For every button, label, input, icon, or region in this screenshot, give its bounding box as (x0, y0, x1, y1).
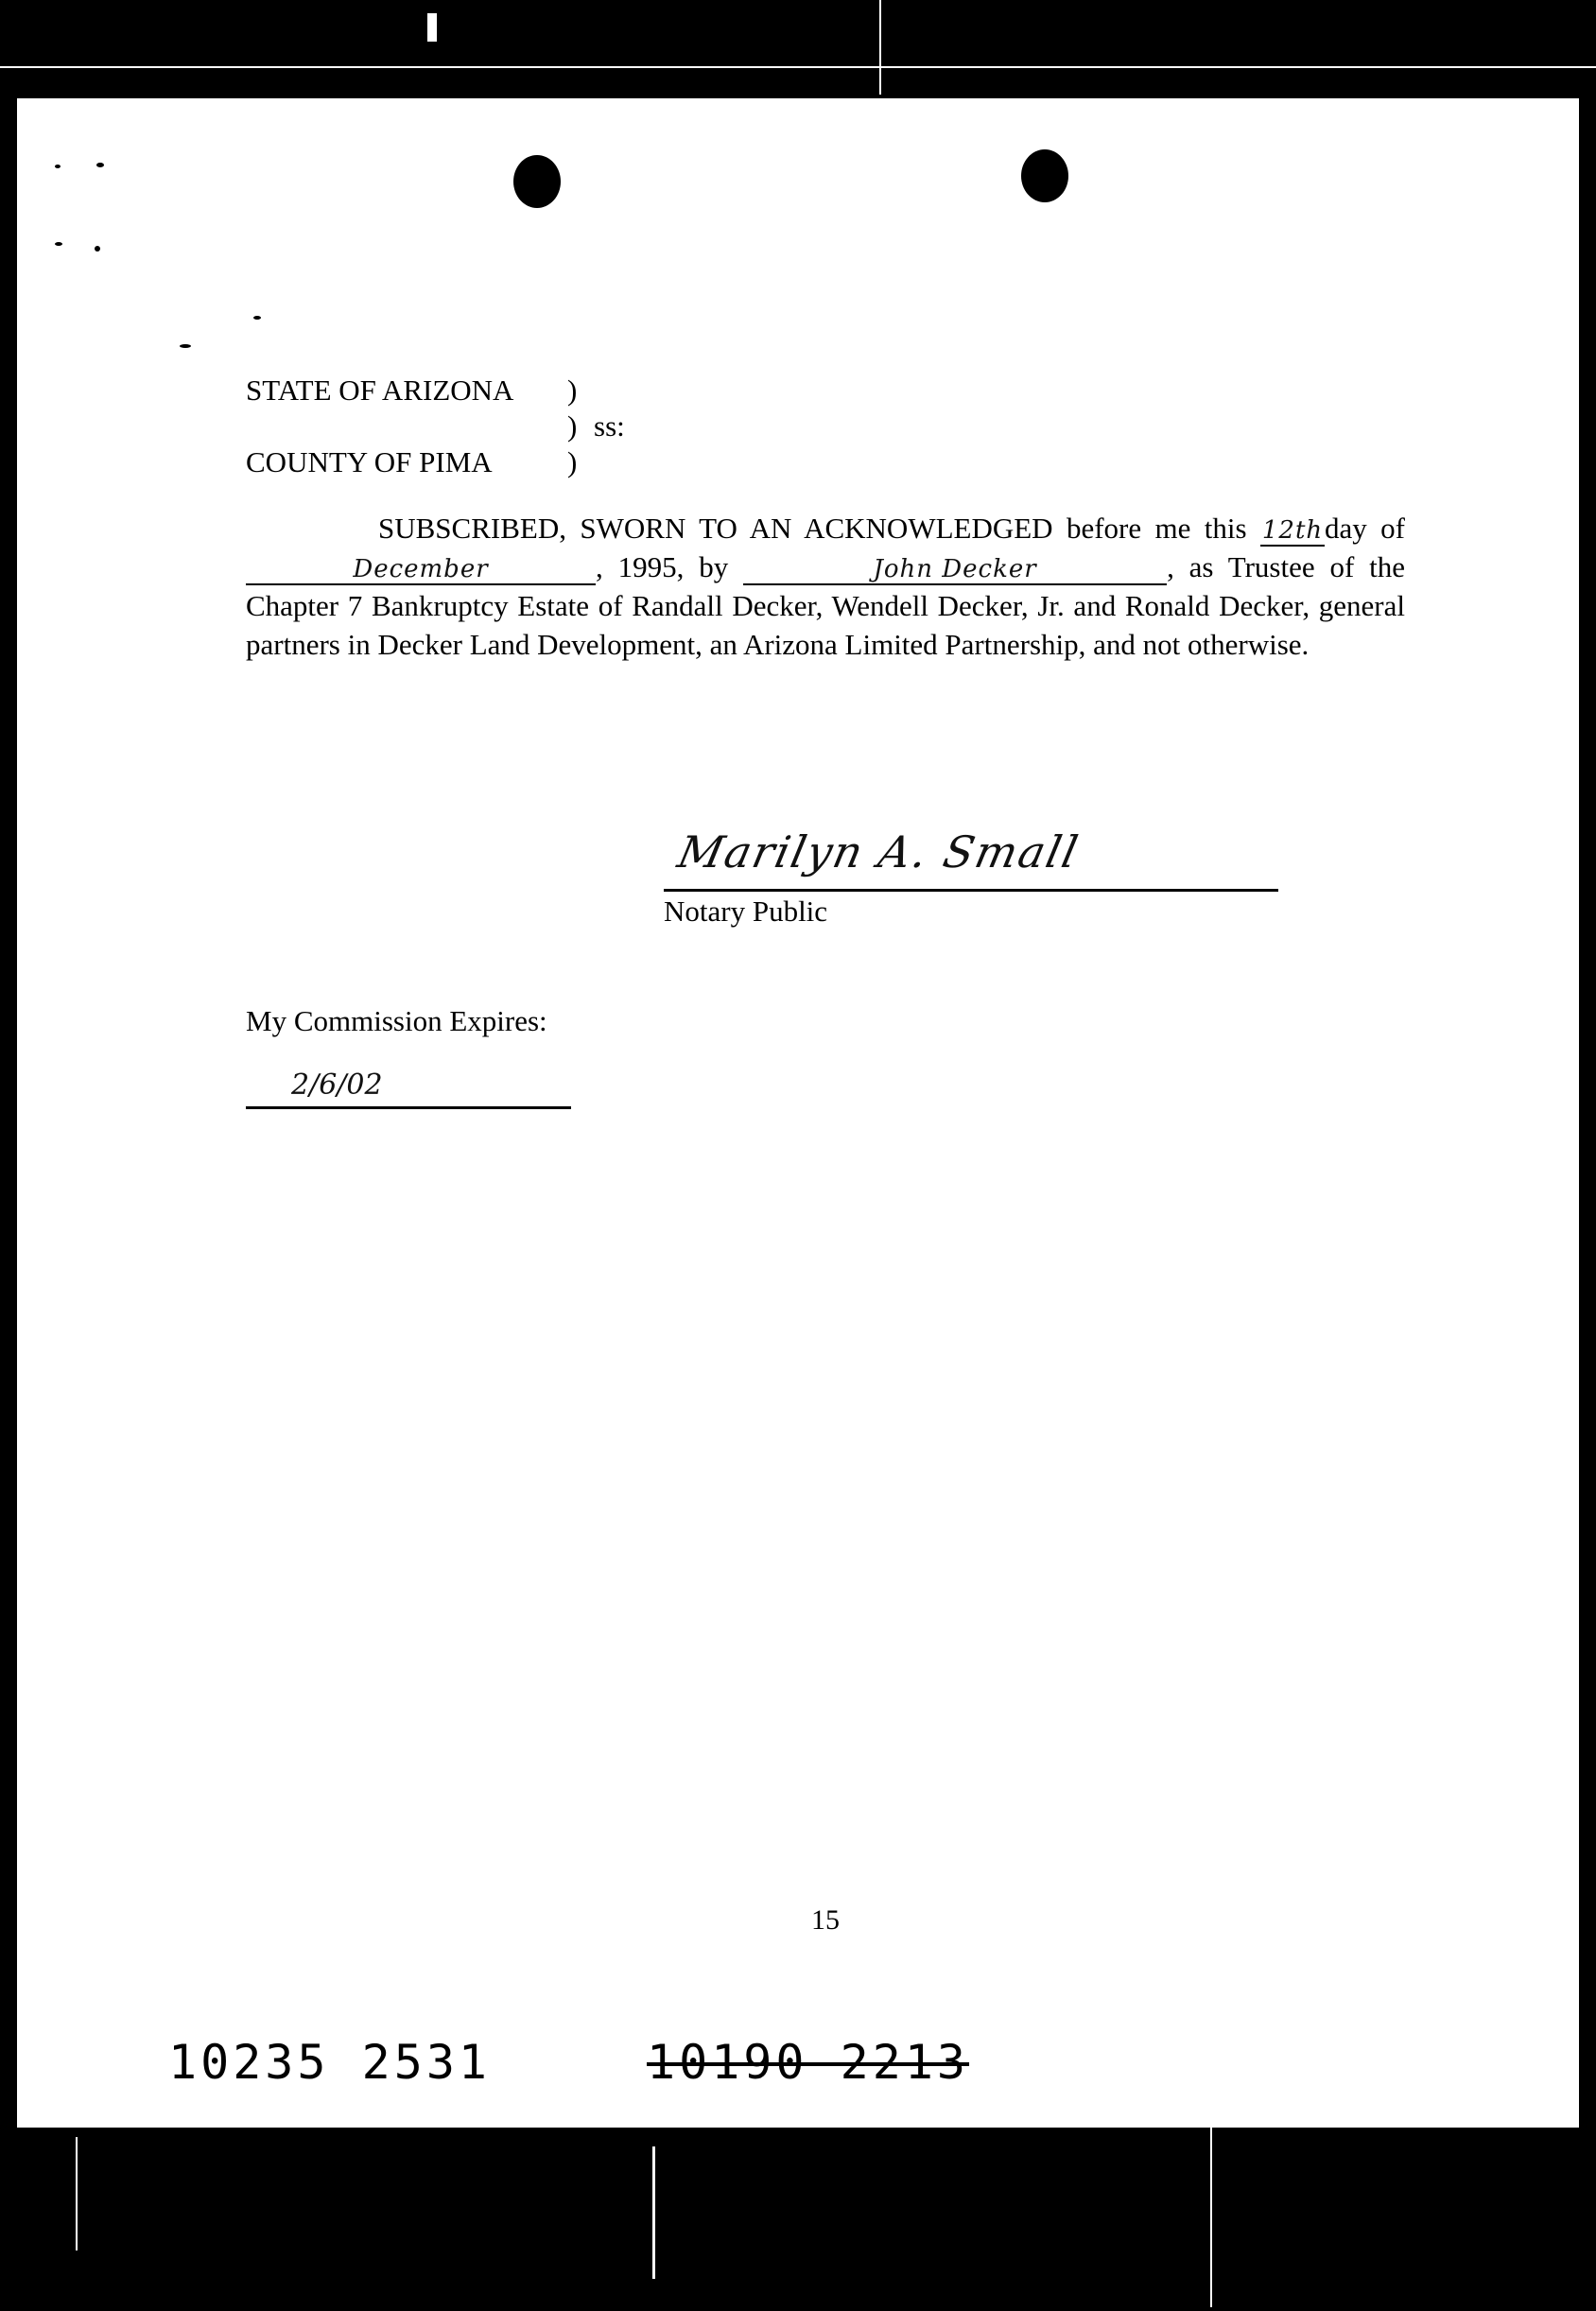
scan-artifact (879, 0, 881, 95)
venue-paren: ) (567, 409, 578, 443)
scan-speck (95, 246, 100, 252)
scan-speck (253, 316, 261, 320)
commission-expiry-line (246, 1106, 571, 1109)
commission-expires-label: My Commission Expires: (246, 1004, 547, 1037)
signature-line (664, 889, 1278, 892)
scan-artifact (652, 2146, 655, 2279)
scan-border-line (0, 66, 1596, 68)
acknowledgment-rest: , as Trustee of the Chapter 7 Bankruptcy Estate of Randall Decker, Wendell Decker, Jr. and Ronald Decker, general partners in Decker Land Development, an Arizona Limited Partnership, and not otherwise. (246, 550, 1406, 661)
commission-expiry-date: 2/6/02 (291, 1069, 383, 1102)
notary-public-label: Notary Public (664, 895, 828, 928)
venue-block (246, 373, 625, 480)
scan-artifact (76, 2137, 78, 2250)
ss-label: ss: (594, 409, 625, 443)
county-label: COUNTY OF PIMA (246, 445, 493, 478)
day-field: 12th (1261, 516, 1324, 545)
struck-recording-stamp: 10190 2213 (647, 2035, 970, 2090)
recording-stamp: 10235 2531 (168, 2035, 492, 2090)
document-page (17, 98, 1579, 2128)
venue-paren: ) (567, 445, 578, 478)
scan-artifact (1210, 2128, 1212, 2307)
scan-speck (180, 344, 191, 348)
venue-paren: ) (567, 374, 578, 407)
notary-signature: Marilyn A. Small (673, 826, 1084, 877)
state-label: STATE OF ARIZONA (246, 374, 514, 407)
month-field: December (246, 555, 596, 585)
year-text: , 1995, by (596, 550, 729, 583)
acknowledgment-paragraph (246, 509, 1405, 664)
scan-artifact (427, 13, 437, 42)
day-word: day (1325, 512, 1367, 545)
scan-speck (55, 165, 61, 168)
of-word: of (1380, 512, 1405, 545)
scan-speck (96, 163, 104, 167)
acknowledgment-lead: SUBSCRIBED, SWORN TO AN ACKNOWLEDGED before me this (378, 512, 1247, 545)
scan-speck (55, 242, 62, 246)
punch-hole (1021, 149, 1068, 202)
name-field: John Decker (743, 555, 1167, 585)
punch-hole (513, 155, 561, 208)
page-number: 15 (811, 1904, 840, 1936)
